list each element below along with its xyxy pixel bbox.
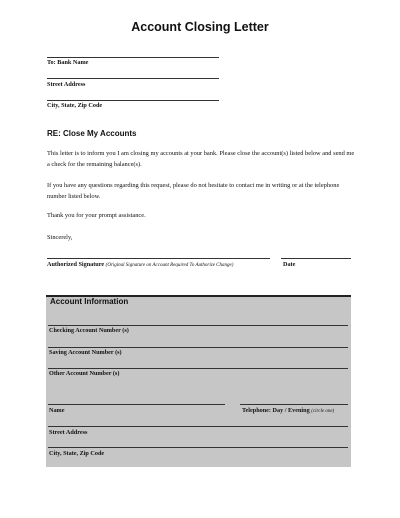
- telephone-note: (circle one): [311, 409, 335, 414]
- saving-account-line[interactable]: [48, 347, 348, 348]
- signature-note: (Original Signature on Account Required To Authorize Change): [105, 263, 234, 268]
- signature-label: [47, 261, 233, 268]
- saving-account-label: Saving Account Number (s): [49, 349, 122, 356]
- checking-account-label: Checking Account Number (s): [49, 327, 129, 334]
- city-state-zip-label: City, State, Zip Code: [47, 102, 103, 109]
- signature-label-text: Authorized Signature: [47, 261, 105, 268]
- name-line[interactable]: [48, 404, 225, 405]
- other-account-line[interactable]: [48, 368, 348, 369]
- telephone-label: [242, 407, 334, 414]
- page-title: Account Closing Letter: [131, 20, 269, 34]
- to-bank-line[interactable]: [47, 57, 219, 58]
- account-city-line[interactable]: [48, 447, 348, 448]
- body-paragraph-3: Thank you for your prompt assistance.: [47, 212, 146, 219]
- account-information-box: [46, 295, 351, 467]
- checking-account-line[interactable]: [48, 325, 348, 326]
- body-paragraph-1: This letter is to inform you I am closing my accounts at your bank. Please close the account(s) listed below and send me a check for the remaining balance(s).: [47, 150, 355, 168]
- account-street-label: Street Address: [49, 429, 88, 436]
- account-information-title: Account Information: [50, 297, 129, 306]
- account-city-label: City, State, Zip Code: [49, 450, 105, 457]
- body-paragraph-4: Sincerely,: [47, 234, 73, 241]
- name-label: Name: [49, 407, 65, 414]
- signature-line[interactable]: [47, 258, 270, 259]
- account-street-line[interactable]: [48, 426, 348, 427]
- telephone-label-text: Telephone: Day / Evening: [242, 407, 310, 414]
- city-state-zip-line[interactable]: [47, 100, 219, 101]
- date-label: Date: [283, 261, 296, 268]
- street-address-label: Street Address: [47, 81, 86, 88]
- other-account-label: Other Account Number (s): [49, 370, 120, 377]
- body-paragraph-2: If you have any questions regarding this request, please do not hesitate to contact me in writing or at the telephone number listed below.: [47, 182, 340, 200]
- to-bank-label: To: Bank Name: [47, 59, 89, 66]
- telephone-line[interactable]: [240, 404, 348, 405]
- re-heading: RE: Close My Accounts: [47, 129, 137, 138]
- date-line[interactable]: [281, 258, 351, 259]
- street-address-line[interactable]: [47, 78, 219, 79]
